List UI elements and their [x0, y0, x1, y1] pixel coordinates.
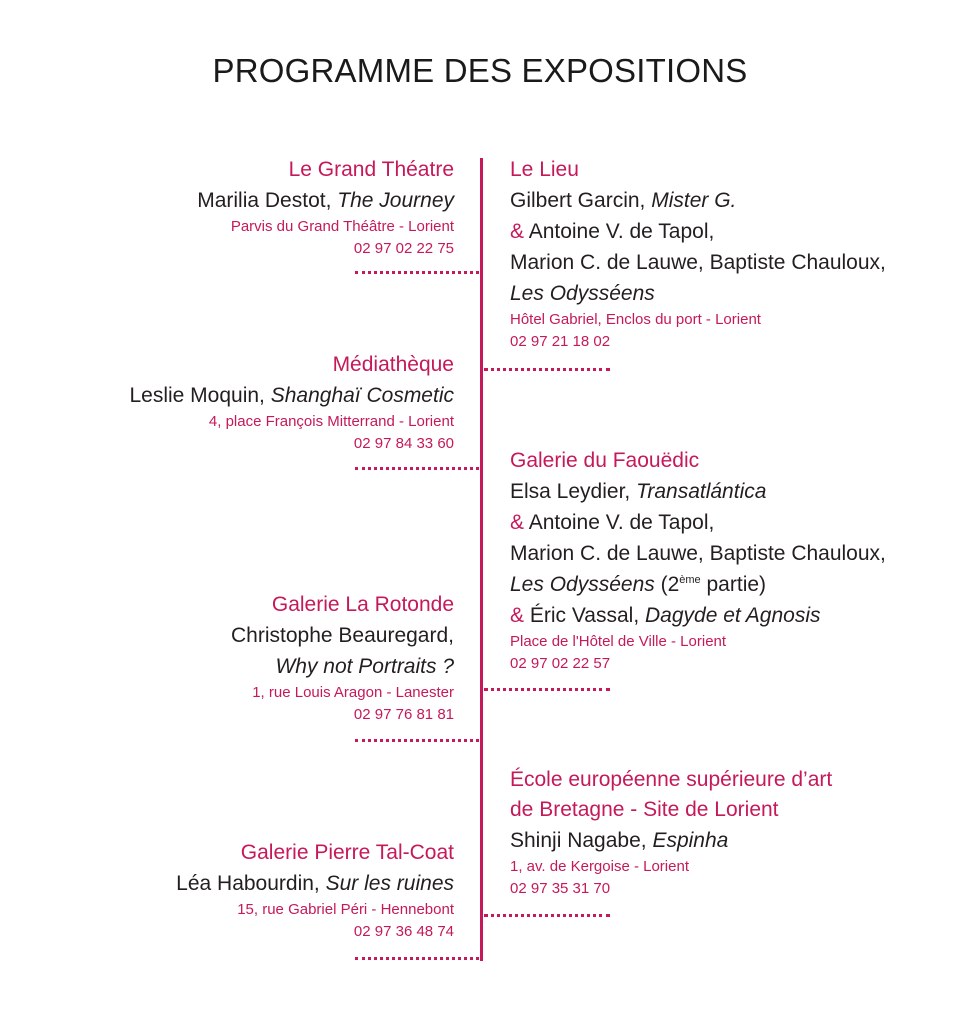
venue-name: Galerie Pierre Tal-Coat [240, 841, 454, 864]
venue-name: de Bretagne - Site de Lorient [510, 798, 779, 821]
artist-line [129, 380, 454, 411]
artist-line: Marion C. de Lauwe, Baptiste Chauloux, [510, 542, 886, 565]
ampersand: & [510, 220, 525, 243]
venue-phone: 02 97 84 33 60 [353, 435, 454, 452]
connector-dots [355, 739, 479, 742]
exhibition-mediatheque [129, 350, 454, 455]
artist-line [231, 651, 454, 682]
venue-address: 4, place François Mitterrand - Lorient [208, 413, 454, 430]
venue-name: Le Grand Théatre [288, 158, 454, 181]
venue-address: 1, av. de Kergoise - Lorient [510, 858, 689, 875]
venue-phone: 02 97 76 81 81 [353, 706, 454, 723]
artist-line [510, 476, 886, 507]
exhibition-title: Les Odysséens [510, 282, 655, 305]
venue-address: 1, rue Louis Aragon - Lanester [252, 684, 454, 701]
venue-name: Le Lieu [510, 158, 579, 181]
connector-dots [355, 271, 479, 274]
exhibition-title: Les Odysséens [510, 573, 655, 596]
exhibition-title: Dagyde et Agnosis [645, 604, 821, 627]
exhibition-title: Mister G. [651, 189, 737, 212]
exhibition-galerie-pierre-tal-coat [176, 838, 454, 943]
artist-name: Léa Habourdin, [176, 872, 326, 895]
exhibition-ecole-europeenne [510, 765, 832, 900]
exhibition-title: Espinha [652, 829, 729, 852]
ordinal-suffix: ème [679, 574, 701, 586]
artist-name: Shinji Nagabe, [510, 829, 653, 852]
artist-line: Marion C. de Lauwe, Baptiste Chauloux, [510, 251, 886, 274]
connector-dots [355, 957, 479, 960]
artist-line [510, 185, 886, 216]
part-note: partie) [700, 573, 767, 596]
artist-line: Christophe Beauregard, [231, 624, 454, 647]
exhibition-title: Transatlántica [636, 480, 767, 503]
venue-phone: 02 97 02 22 57 [510, 655, 611, 672]
connector-dots [484, 914, 610, 917]
exhibition-title: The Journey [337, 189, 454, 212]
artist-name: Leslie Moquin, [129, 384, 271, 407]
exhibition-title: Why not Portraits ? [275, 655, 454, 678]
connector-dots [484, 368, 610, 371]
exhibition-grand-theatre [197, 155, 454, 260]
page-title: PROGRAMME DES EXPOSITIONS [212, 52, 748, 89]
artist-name: Éric Vassal, [524, 604, 645, 627]
venue-address: Place de l'Hôtel de Ville - Lorient [510, 633, 727, 650]
exhibition-galerie-du-faouedic [510, 446, 886, 675]
venue-name: Galerie La Rotonde [271, 593, 454, 616]
artist-name: Antoine V. de Tapol, [524, 220, 715, 243]
artist-line [510, 569, 886, 600]
venue-phone: 02 97 21 18 02 [510, 333, 611, 350]
artist-line [510, 825, 832, 856]
ampersand: & [510, 604, 525, 627]
artist-line [176, 868, 454, 899]
artist-line [510, 600, 886, 631]
venue-name: Médiathèque [332, 353, 454, 376]
exhibition-le-lieu [510, 155, 886, 353]
exhibition-title: Shanghaï Cosmetic [270, 384, 454, 407]
venue-name: École européenne supérieure d’art [510, 768, 833, 791]
venue-name: Galerie du Faouëdic [510, 449, 700, 472]
venue-address: 15, rue Gabriel Péri - Hennebont [237, 901, 454, 918]
artist-line [510, 507, 886, 538]
artist-name: Gilbert Garcin, [510, 189, 652, 212]
timeline-spine [480, 158, 483, 961]
venue-address: Hôtel Gabriel, Enclos du port - Lorient [510, 311, 761, 328]
exhibition-galerie-la-rotonde [231, 590, 454, 726]
artist-line [510, 216, 886, 247]
venue-phone: 02 97 36 48 74 [353, 923, 454, 940]
connector-dots [484, 688, 610, 691]
venue-address: Parvis du Grand Théâtre - Lorient [230, 218, 454, 235]
part-note: (2 [654, 573, 680, 596]
artist-name: Antoine V. de Tapol, [524, 511, 715, 534]
artist-name: Elsa Leydier, [510, 480, 637, 503]
ampersand: & [510, 511, 525, 534]
venue-phone: 02 97 02 22 75 [353, 240, 454, 257]
artist-line [197, 185, 454, 216]
connector-dots [355, 467, 479, 470]
artist-line [510, 278, 886, 309]
exhibition-title: Sur les ruines [325, 872, 454, 895]
venue-phone: 02 97 35 31 70 [510, 880, 611, 897]
artist-name: Marilia Destot, [197, 189, 338, 212]
